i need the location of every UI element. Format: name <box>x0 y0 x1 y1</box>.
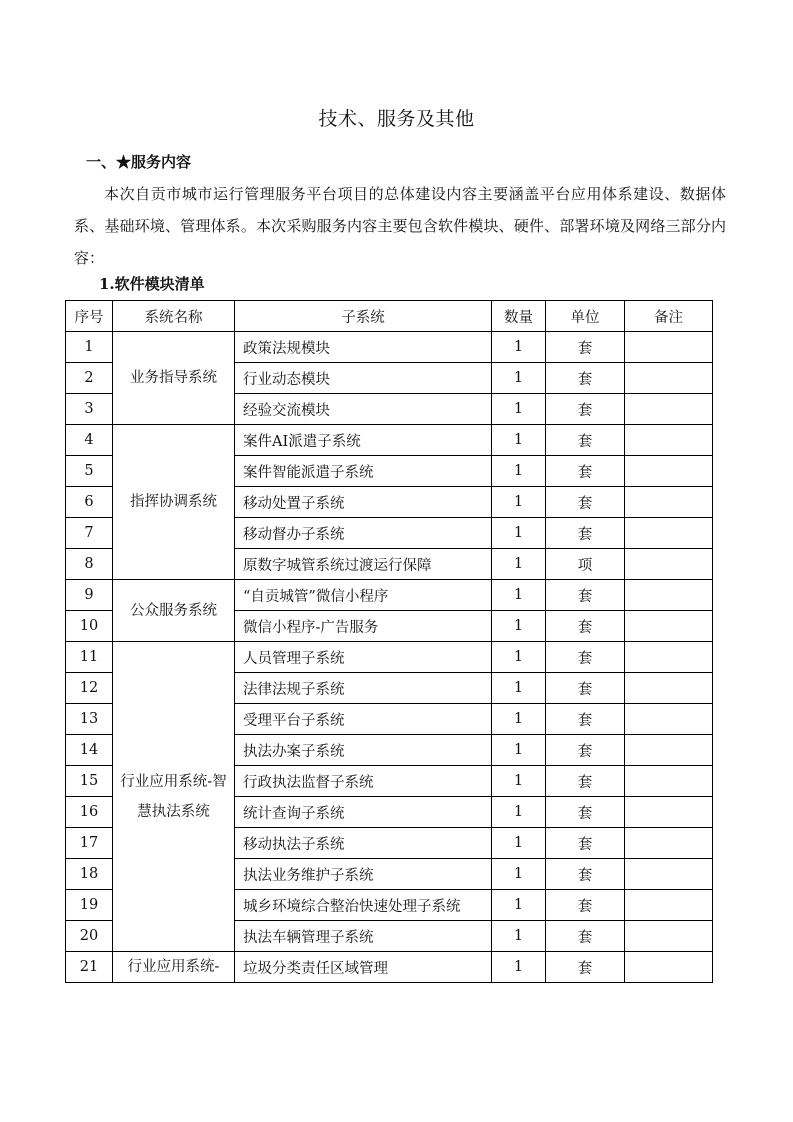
quantity-cell: 1 <box>492 456 546 487</box>
subsystem-cell: 微信小程序-广告服务 <box>235 611 492 642</box>
row-number: 20 <box>66 921 113 952</box>
subsystem-cell: 案件AI派遣子系统 <box>235 425 492 456</box>
row-number: 10 <box>66 611 113 642</box>
quantity-cell: 1 <box>492 890 546 921</box>
row-number: 6 <box>66 487 113 518</box>
unit-cell: 套 <box>546 704 625 735</box>
row-number: 4 <box>66 425 113 456</box>
quantity-cell: 1 <box>492 797 546 828</box>
subsystem-cell: 经验交流模块 <box>235 394 492 425</box>
row-number: 15 <box>66 766 113 797</box>
subsystem-cell: 受理平台子系统 <box>235 704 492 735</box>
quantity-cell: 1 <box>492 704 546 735</box>
row-number: 9 <box>66 580 113 611</box>
table-header-row <box>66 301 713 332</box>
system-name-cell: 行业应用系统- <box>113 952 235 983</box>
note-cell <box>625 332 713 363</box>
unit-cell: 套 <box>546 580 625 611</box>
subsystem-cell: 执法办案子系统 <box>235 735 492 766</box>
note-cell <box>625 487 713 518</box>
note-cell <box>625 394 713 425</box>
document-title: 技术、服务及其他 <box>318 108 475 130</box>
unit-cell: 项 <box>546 549 625 580</box>
note-cell <box>625 456 713 487</box>
row-number: 3 <box>66 394 113 425</box>
row-number: 5 <box>66 456 113 487</box>
note-cell <box>625 363 713 394</box>
note-cell <box>625 859 713 890</box>
section-heading: 一、★服务内容 <box>86 153 192 171</box>
unit-cell: 套 <box>546 332 625 363</box>
header-system: 系统名称 <box>113 301 235 332</box>
note-cell <box>625 580 713 611</box>
table-row <box>66 332 713 363</box>
header-no: 序号 <box>66 301 113 332</box>
quantity-cell: 1 <box>492 859 546 890</box>
quantity-cell: 1 <box>492 735 546 766</box>
unit-cell: 套 <box>546 518 625 549</box>
subsystem-cell: 移动处置子系统 <box>235 487 492 518</box>
software-module-table <box>65 300 713 983</box>
row-number: 13 <box>66 704 113 735</box>
note-cell <box>625 828 713 859</box>
unit-cell: 套 <box>546 363 625 394</box>
unit-cell: 套 <box>546 611 625 642</box>
quantity-cell: 1 <box>492 952 546 983</box>
subsystem-cell: 执法车辆管理子系统 <box>235 921 492 952</box>
quantity-cell: 1 <box>492 673 546 704</box>
quantity-cell: 1 <box>492 828 546 859</box>
subsystem-cell: 人员管理子系统 <box>235 642 492 673</box>
quantity-cell: 1 <box>492 332 546 363</box>
quantity-cell: 1 <box>492 487 546 518</box>
subsystem-cell: 案件智能派遣子系统 <box>235 456 492 487</box>
subsystem-cell: 移动督办子系统 <box>235 518 492 549</box>
table-row <box>66 952 713 983</box>
row-number: 17 <box>66 828 113 859</box>
subsystem-cell: 政策法规模块 <box>235 332 492 363</box>
note-cell <box>625 518 713 549</box>
unit-cell: 套 <box>546 642 625 673</box>
quantity-cell: 1 <box>492 363 546 394</box>
system-name-cell: 公众服务系统 <box>113 580 235 642</box>
table-row <box>66 580 713 611</box>
quantity-cell: 1 <box>492 580 546 611</box>
row-number: 8 <box>66 549 113 580</box>
note-cell <box>625 642 713 673</box>
note-cell <box>625 735 713 766</box>
subsystem-cell: 统计查询子系统 <box>235 797 492 828</box>
unit-cell: 套 <box>546 673 625 704</box>
subsystem-cell: 城乡环境综合整治快速处理子系统 <box>235 890 492 921</box>
system-name-cell: 指挥协调系统 <box>113 425 235 580</box>
unit-cell: 套 <box>546 394 625 425</box>
row-number: 2 <box>66 363 113 394</box>
note-cell <box>625 797 713 828</box>
intro-paragraph: 本次自贡市城市运行管理服务平台项目的总体建设内容主要涵盖平台应用体系建设、数据体系、基础环境、管理体系。本次采购服务内容主要包含软件模块、硬件、部署环境及网络三部分内容： <box>74 185 726 267</box>
subsystem-cell: 法律法规子系统 <box>235 673 492 704</box>
row-number: 16 <box>66 797 113 828</box>
system-name-cell: 业务指导系统 <box>113 332 235 425</box>
unit-cell: 套 <box>546 859 625 890</box>
note-cell <box>625 425 713 456</box>
note-cell <box>625 673 713 704</box>
row-number: 19 <box>66 890 113 921</box>
quantity-cell: 1 <box>492 394 546 425</box>
subsystem-cell: 原数字城管系统过渡运行保障 <box>235 549 492 580</box>
subsection-heading: 1.软件模块清单 <box>99 275 205 293</box>
table-row <box>66 642 713 673</box>
quantity-cell: 1 <box>492 611 546 642</box>
row-number: 18 <box>66 859 113 890</box>
header-note: 备注 <box>625 301 713 332</box>
note-cell <box>625 952 713 983</box>
row-number: 14 <box>66 735 113 766</box>
note-cell <box>625 766 713 797</box>
unit-cell: 套 <box>546 766 625 797</box>
note-cell <box>625 921 713 952</box>
note-cell <box>625 890 713 921</box>
note-cell <box>625 704 713 735</box>
row-number: 1 <box>66 332 113 363</box>
table-body <box>66 332 713 983</box>
header-quantity: 数量 <box>492 301 546 332</box>
unit-cell: 套 <box>546 828 625 859</box>
subsystem-cell: 行业动态模块 <box>235 363 492 394</box>
subsystem-cell: 垃圾分类责任区域管理 <box>235 952 492 983</box>
note-cell <box>625 611 713 642</box>
subsystem-cell: 执法业务维护子系统 <box>235 859 492 890</box>
quantity-cell: 1 <box>492 518 546 549</box>
unit-cell: 套 <box>546 425 625 456</box>
quantity-cell: 1 <box>492 425 546 456</box>
quantity-cell: 1 <box>492 766 546 797</box>
unit-cell: 套 <box>546 890 625 921</box>
unit-cell: 套 <box>546 797 625 828</box>
subsystem-cell: 移动执法子系统 <box>235 828 492 859</box>
quantity-cell: 1 <box>492 642 546 673</box>
header-subsystem: 子系统 <box>235 301 492 332</box>
note-cell <box>625 549 713 580</box>
unit-cell: 套 <box>546 735 625 766</box>
header-unit: 单位 <box>546 301 625 332</box>
unit-cell: 套 <box>546 952 625 983</box>
system-name-cell: 行业应用系统-智慧执法系统 <box>113 642 235 952</box>
row-number: 7 <box>66 518 113 549</box>
subsystem-cell: 行政执法监督子系统 <box>235 766 492 797</box>
quantity-cell: 1 <box>492 549 546 580</box>
row-number: 21 <box>66 952 113 983</box>
quantity-cell: 1 <box>492 921 546 952</box>
table-row <box>66 425 713 456</box>
row-number: 12 <box>66 673 113 704</box>
row-number: 11 <box>66 642 113 673</box>
subsystem-cell: “自贡城管”微信小程序 <box>235 580 492 611</box>
unit-cell: 套 <box>546 921 625 952</box>
unit-cell: 套 <box>546 456 625 487</box>
unit-cell: 套 <box>546 487 625 518</box>
